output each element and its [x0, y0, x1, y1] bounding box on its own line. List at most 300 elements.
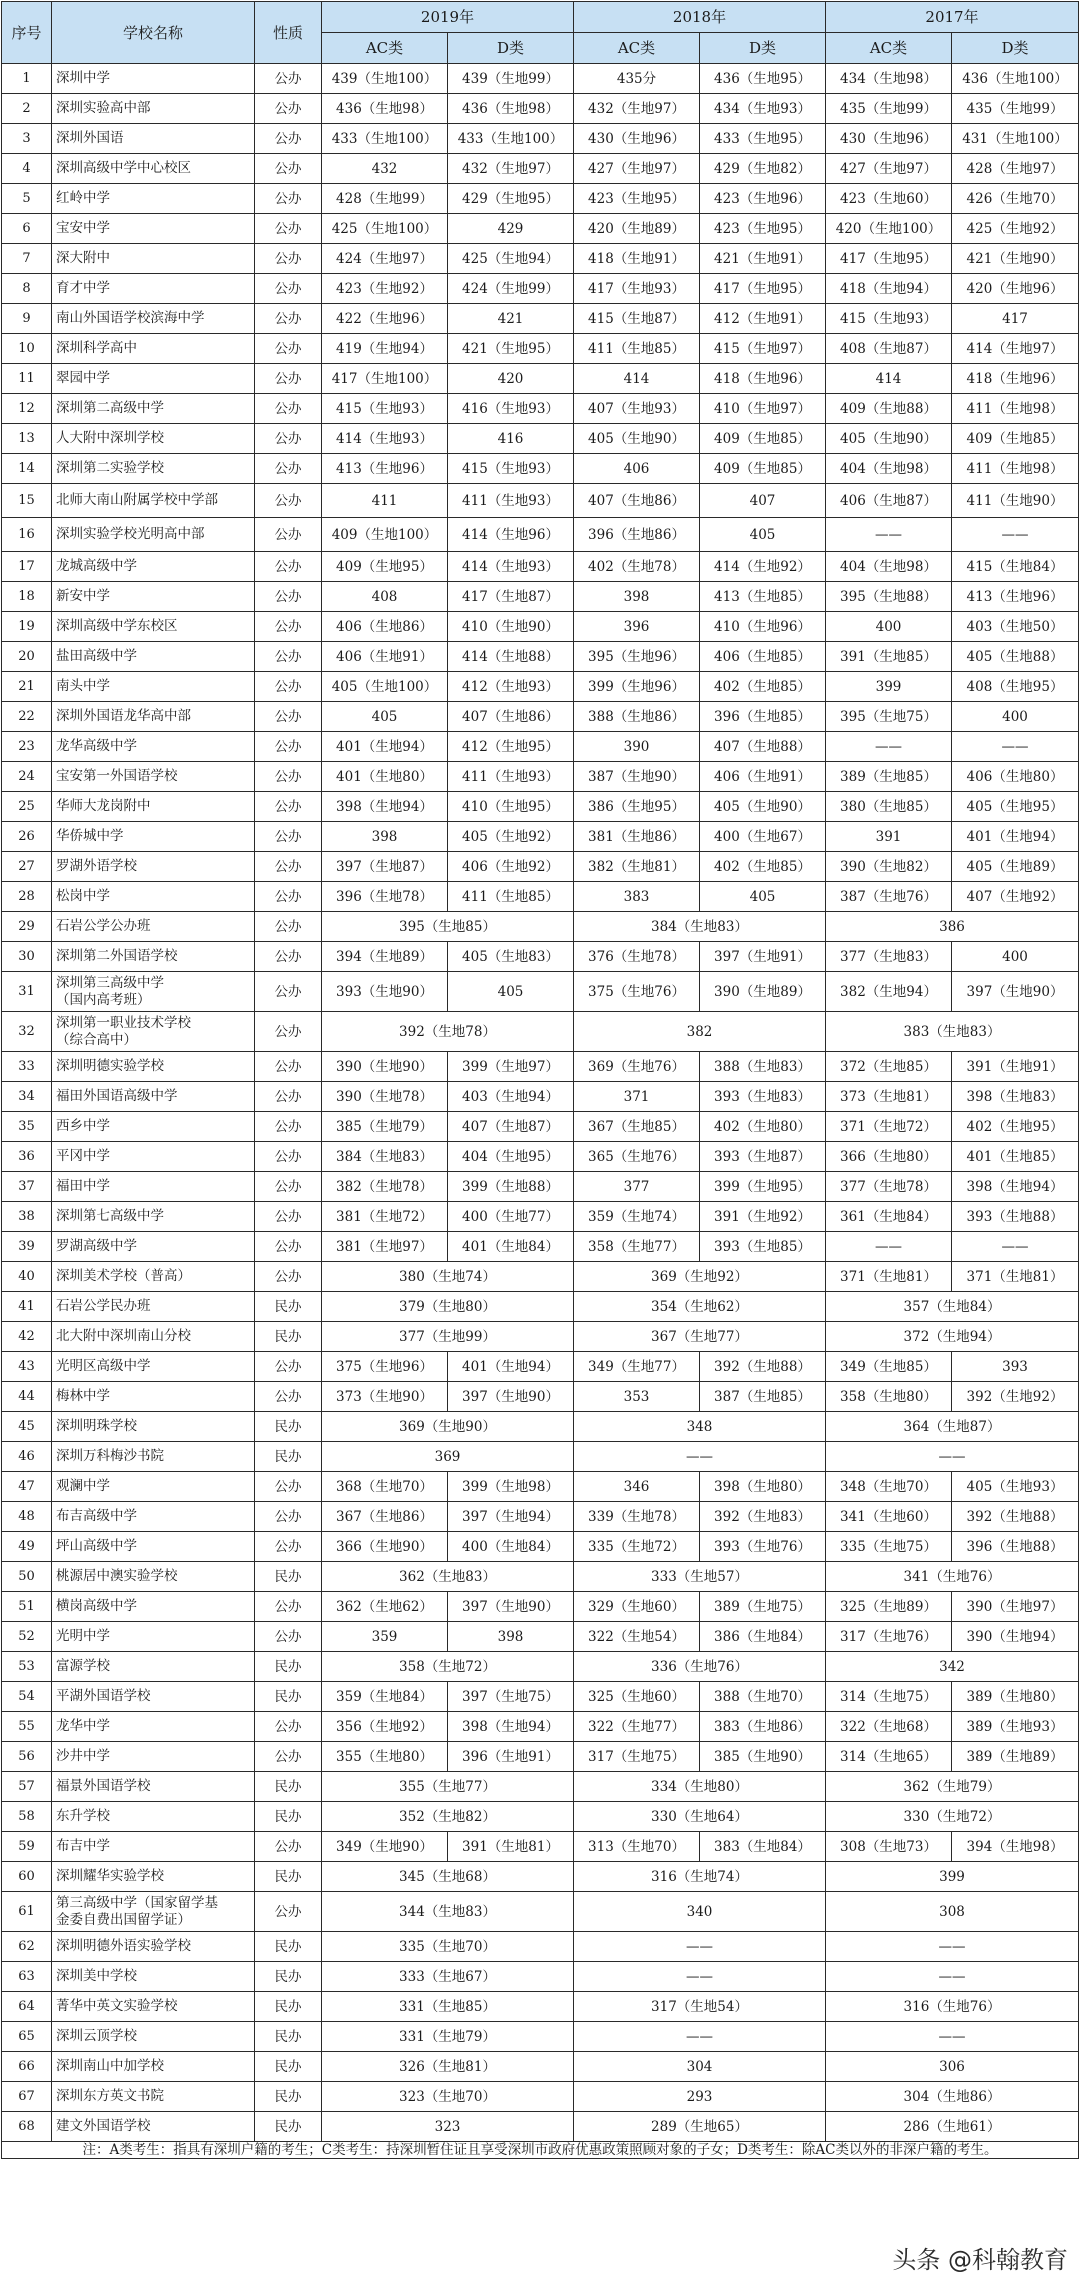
header-ac-2018: AC类	[574, 33, 700, 64]
score-cell: 430（生地96）	[826, 124, 952, 154]
score-cell: 420（生地100）	[826, 214, 952, 244]
score-cell: 359（生地74）	[574, 1202, 700, 1232]
score-cell: 397（生地90）	[448, 1382, 574, 1412]
score-cell: 390	[574, 732, 700, 762]
school-name	[52, 1802, 255, 1832]
score-cell: ——	[826, 1442, 1079, 1472]
school-name	[52, 792, 255, 822]
score-cell: 358（生地80）	[826, 1382, 952, 1412]
school-type: 公办	[255, 1052, 322, 1082]
score-cell: 372（生地94）	[826, 1322, 1079, 1352]
score-cell: 427（生地97）	[826, 154, 952, 184]
score-cell: 352（生地82）	[322, 1802, 574, 1832]
score-cell: 377（生地99）	[322, 1322, 574, 1352]
school-name-line: 龙华中学	[56, 1718, 110, 1734]
score-cell: 388（生地86）	[574, 702, 700, 732]
score-cell: 433（生地100）	[448, 124, 574, 154]
score-cell: 397（生地87）	[322, 852, 448, 882]
table-row	[2, 1562, 1079, 1592]
score-cell: 382（生地81）	[574, 852, 700, 882]
footnote: 注：A类考生：指具有深圳户籍的考生；C类考生：持深圳暂住证且享受深圳市政府优惠政策照顾对象的子女；D类考生：除AC类以外的非深户籍的考生。	[2, 2142, 1079, 2159]
score-cell: 400	[952, 942, 1079, 972]
row-index: 43	[2, 1352, 52, 1382]
school-type: 公办	[255, 852, 322, 882]
score-cell: 405	[700, 882, 826, 912]
score-cell: 409（生地95）	[322, 552, 448, 582]
score-cell: 372（生地85）	[826, 1052, 952, 1082]
school-name-line: 观澜中学	[56, 1478, 110, 1494]
school-type: 民办	[255, 1442, 322, 1472]
score-cell: 409（生地85）	[952, 424, 1079, 454]
score-cell: 439（生地99）	[448, 64, 574, 94]
school-name-line: 深圳实验高中部	[56, 100, 151, 116]
school-name-line: 深圳科学高中	[56, 340, 137, 356]
score-cell: 396（生地86）	[574, 518, 700, 552]
school-name	[52, 1652, 255, 1682]
score-cell: 386	[826, 912, 1079, 942]
score-cell: 414	[574, 364, 700, 394]
table-row	[2, 2052, 1079, 2082]
row-index: 59	[2, 1832, 52, 1862]
row-index: 46	[2, 1442, 52, 1472]
score-cell: 436（生地100）	[952, 64, 1079, 94]
score-cell: 341（生地76）	[826, 1562, 1079, 1592]
row-index: 66	[2, 2052, 52, 2082]
score-cell: 436（生地95）	[700, 64, 826, 94]
school-type: 公办	[255, 942, 322, 972]
score-cell: 406（生地86）	[322, 612, 448, 642]
school-name-line: 横岗高级中学	[56, 1598, 137, 1614]
school-name	[52, 1742, 255, 1772]
score-cell: 368（生地70）	[322, 1472, 448, 1502]
table-row	[2, 612, 1079, 642]
score-cell: 412（生地95）	[448, 732, 574, 762]
score-cell: 398（生地94）	[322, 792, 448, 822]
score-cell: 369（生地90）	[322, 1412, 574, 1442]
score-cell: 377（生地83）	[826, 942, 952, 972]
score-cell: 417	[952, 304, 1079, 334]
school-name	[52, 394, 255, 424]
score-cell: 314（生地75）	[826, 1682, 952, 1712]
score-cell: 390（生地82）	[826, 852, 952, 882]
school-name	[52, 2082, 255, 2112]
school-name	[52, 94, 255, 124]
table-row	[2, 1962, 1079, 1992]
score-cell: 405（生地90）	[826, 424, 952, 454]
school-name-line: 深圳高级中学东校区	[56, 618, 178, 634]
header-year-2019: 2019年	[322, 2, 574, 33]
score-cell: 409（生地85）	[700, 424, 826, 454]
school-type: 民办	[255, 2022, 322, 2052]
school-type: 公办	[255, 732, 322, 762]
school-type: 公办	[255, 1232, 322, 1262]
score-cell: 434（生地93）	[700, 94, 826, 124]
score-cell: 367（生地86）	[322, 1502, 448, 1532]
table-row	[2, 882, 1079, 912]
row-index: 32	[2, 1012, 52, 1052]
school-name	[52, 1832, 255, 1862]
school-name	[52, 184, 255, 214]
row-index: 10	[2, 334, 52, 364]
school-name-line: 沙井中学	[56, 1748, 110, 1764]
score-cell: 390（生地97）	[952, 1592, 1079, 1622]
score-cell: 415（生地93）	[322, 394, 448, 424]
score-cell: 401（生地94）	[952, 822, 1079, 852]
row-index: 29	[2, 912, 52, 942]
school-name-line: 华师大龙岗附中	[56, 798, 151, 814]
score-cell: 391（生地92）	[700, 1202, 826, 1232]
score-cell: 323（生地70）	[322, 2082, 574, 2112]
row-index: 17	[2, 552, 52, 582]
school-type: 公办	[255, 1502, 322, 1532]
school-name	[52, 612, 255, 642]
score-cell: 421（生地91）	[700, 244, 826, 274]
school-name	[52, 364, 255, 394]
score-cell: 354（生地62）	[574, 1292, 826, 1322]
score-cell: 414（生地96）	[448, 518, 574, 552]
row-index: 65	[2, 2022, 52, 2052]
school-name-line: 光明中学	[56, 1628, 110, 1644]
score-cell: 406（生地91）	[322, 642, 448, 672]
score-cell: 397（生地75）	[448, 1682, 574, 1712]
school-type: 民办	[255, 1292, 322, 1322]
row-index: 27	[2, 852, 52, 882]
score-cell: 401（生地80）	[322, 762, 448, 792]
table-row	[2, 1712, 1079, 1742]
score-cell: 317（生地76）	[826, 1622, 952, 1652]
row-index: 4	[2, 154, 52, 184]
school-name-line: 石岩公学公办班	[56, 918, 151, 934]
school-type: 民办	[255, 1932, 322, 1962]
school-name-line: 深圳第三高级中学	[56, 974, 164, 991]
school-name	[52, 1142, 255, 1172]
school-type: 民办	[255, 1412, 322, 1442]
school-type: 公办	[255, 214, 322, 244]
table-row	[2, 852, 1079, 882]
score-cell: 361（生地84）	[826, 1202, 952, 1232]
score-cell: 405	[322, 702, 448, 732]
score-cell: 400	[826, 612, 952, 642]
score-cell: 429（生地82）	[700, 154, 826, 184]
school-name	[52, 1412, 255, 1442]
score-cell: 393（生地83）	[700, 1082, 826, 1112]
school-type: 公办	[255, 702, 322, 732]
school-type: 公办	[255, 244, 322, 274]
school-name-line: 桃源居中澳实验学校	[56, 1568, 178, 1584]
score-cell: 304（生地86）	[826, 2082, 1079, 2112]
score-cell: 392（生地88）	[700, 1352, 826, 1382]
table-row	[2, 822, 1079, 852]
score-cell: 369（生地76）	[574, 1052, 700, 1082]
score-cell: 420（生地89）	[574, 214, 700, 244]
school-type: 公办	[255, 912, 322, 942]
score-cell: 422（生地96）	[322, 304, 448, 334]
school-name-line: 深圳美中学校	[56, 1968, 137, 1984]
school-type: 公办	[255, 334, 322, 364]
school-name	[52, 1172, 255, 1202]
header-school: 学校名称	[52, 2, 255, 64]
school-name-line: 育才中学	[56, 280, 110, 296]
score-cell: 322（生地54）	[574, 1622, 700, 1652]
school-name	[52, 1232, 255, 1262]
school-name	[52, 334, 255, 364]
school-name-line: 福田外国语高级中学	[56, 1088, 178, 1104]
score-cell: 391（生地81）	[448, 1832, 574, 1862]
table-row	[2, 1202, 1079, 1232]
score-cell: 436（生地98）	[322, 94, 448, 124]
school-type: 民办	[255, 2052, 322, 2082]
score-cell: 416（生地93）	[448, 394, 574, 424]
score-cell: 395（生地96）	[574, 642, 700, 672]
score-cell: 418（生地96）	[700, 364, 826, 394]
school-name-line: 梅林中学	[56, 1388, 110, 1404]
row-index: 2	[2, 94, 52, 124]
school-name-line: 平湖外国语学校	[56, 1688, 151, 1704]
score-cell: 367（生地85）	[574, 1112, 700, 1142]
table-row	[2, 1262, 1079, 1292]
school-name-line: 西乡中学	[56, 1118, 110, 1134]
score-cell: 399（生地96）	[574, 672, 700, 702]
row-index: 52	[2, 1622, 52, 1652]
row-index: 36	[2, 1142, 52, 1172]
school-name-line: 新安中学	[56, 588, 110, 604]
school-name-line: 深圳东方英文书院	[56, 2088, 164, 2104]
row-index: 48	[2, 1502, 52, 1532]
score-cell: 381（生地86）	[574, 822, 700, 852]
score-cell: 317（生地75）	[574, 1742, 700, 1772]
score-cell: 435分	[574, 64, 700, 94]
school-name-line: 深圳万科梅沙书院	[56, 1448, 164, 1464]
school-name	[52, 912, 255, 942]
school-type: 公办	[255, 1892, 322, 1932]
table-row	[2, 304, 1079, 334]
score-cell: 413（生地96）	[952, 582, 1079, 612]
school-name-line: 北师大南山附属学校中学部	[56, 492, 218, 508]
school-name-line: 坪山高级中学	[56, 1538, 137, 1554]
school-name-line: 东升学校	[56, 1808, 110, 1824]
school-name-line: 罗湖外语学校	[56, 858, 137, 874]
score-cell: 399（生地97）	[448, 1052, 574, 1082]
score-cell: 384（生地83）	[322, 1142, 448, 1172]
school-name	[52, 1622, 255, 1652]
table-body	[2, 64, 1079, 2142]
school-name-line: 深圳明德外语实验学校	[56, 1938, 191, 1954]
score-cell: 399（生地88）	[448, 1172, 574, 1202]
school-name-line: 深圳外国语龙华高中部	[56, 708, 191, 724]
table-row	[2, 582, 1079, 612]
row-index: 6	[2, 214, 52, 244]
score-cell: 385（生地90）	[700, 1742, 826, 1772]
score-cell: 414（生地92）	[700, 552, 826, 582]
score-cell: 367（生地77）	[574, 1322, 826, 1352]
score-cell: 399	[826, 1862, 1079, 1892]
score-cell: 405（生地93）	[952, 1472, 1079, 1502]
score-cell: 393（生地85）	[700, 1232, 826, 1262]
row-index: 64	[2, 1992, 52, 2022]
score-cell: 399（生地95）	[700, 1172, 826, 1202]
score-cell: 383	[574, 882, 700, 912]
score-cell: 429（生地95）	[448, 184, 574, 214]
score-cell: 407（生地93）	[574, 394, 700, 424]
score-cell: 405	[448, 972, 574, 1012]
table-row	[2, 1932, 1079, 1962]
score-cell: 411（生地85）	[574, 334, 700, 364]
school-type: 公办	[255, 1202, 322, 1232]
score-cell: 398（生地94）	[448, 1712, 574, 1742]
score-cell: 393（生地88）	[952, 1202, 1079, 1232]
table-row	[2, 762, 1079, 792]
score-cell: 423（生地96）	[700, 184, 826, 214]
score-cell: 408	[322, 582, 448, 612]
row-index: 62	[2, 1932, 52, 1962]
score-cell: 407（生地88）	[700, 732, 826, 762]
score-cell: 411	[322, 484, 448, 518]
header-type: 性质	[255, 2, 322, 64]
score-cell: 418（生地94）	[826, 274, 952, 304]
table-row	[2, 1502, 1079, 1532]
table-row	[2, 1352, 1079, 1382]
school-type: 公办	[255, 1532, 322, 1562]
score-cell: 345（生地68）	[322, 1862, 574, 1892]
score-cell: 411（生地98）	[952, 394, 1079, 424]
score-cell: 393	[952, 1352, 1079, 1382]
score-cell: 349（生地90）	[322, 1832, 448, 1862]
score-cell: 413（生地85）	[700, 582, 826, 612]
score-cell: 406（生地85）	[700, 642, 826, 672]
score-cell: 317（生地54）	[574, 1992, 826, 2022]
school-name	[52, 1442, 255, 1472]
school-name	[52, 1962, 255, 1992]
score-cell: 393（生地76）	[700, 1532, 826, 1562]
score-cell: 400（生地84）	[448, 1532, 574, 1562]
score-cell: 371（生地81）	[826, 1262, 952, 1292]
school-name-line: 人大附中深圳学校	[56, 430, 164, 446]
score-cell: 392（生地88）	[952, 1502, 1079, 1532]
row-index: 22	[2, 702, 52, 732]
table-row	[2, 972, 1079, 1012]
school-name-line: 深圳第一职业技术学校	[56, 1014, 191, 1031]
school-name-line: 罗湖高级中学	[56, 1238, 137, 1254]
school-name-line: 深圳明珠学校	[56, 1418, 137, 1434]
table-row	[2, 1832, 1079, 1862]
row-index: 58	[2, 1802, 52, 1832]
score-cell: 410（生地96）	[700, 612, 826, 642]
score-cell: 373（生地81）	[826, 1082, 952, 1112]
school-type: 公办	[255, 1832, 322, 1862]
school-type: 民办	[255, 1992, 322, 2022]
score-cell: 398	[448, 1622, 574, 1652]
score-cell: ——	[574, 1442, 826, 1472]
score-cell: 410（生地90）	[448, 612, 574, 642]
score-cell: 393（生地90）	[322, 972, 448, 1012]
score-cell: 405（生地88）	[952, 642, 1079, 672]
school-type: 公办	[255, 1262, 322, 1292]
row-index: 14	[2, 454, 52, 484]
table-row	[2, 1772, 1079, 1802]
school-name-line: 龙城高级中学	[56, 558, 137, 574]
table-row	[2, 552, 1079, 582]
score-cell: 349（生地77）	[574, 1352, 700, 1382]
score-cell: 390（生地90）	[322, 1052, 448, 1082]
school-name-line: 平冈中学	[56, 1148, 110, 1164]
score-cell: 336（生地76）	[574, 1652, 826, 1682]
score-cell: 401（生地94）	[448, 1352, 574, 1382]
school-type: 公办	[255, 1012, 322, 1052]
school-name-line: 金委自费出国留学证）	[56, 1911, 191, 1928]
school-name	[52, 882, 255, 912]
school-name-line: 深圳高级中学中心校区	[56, 160, 191, 176]
score-cell: 423（生地95）	[700, 214, 826, 244]
row-index: 63	[2, 1962, 52, 1992]
score-cell: 406（生地87）	[826, 484, 952, 518]
score-cell: 403（生地94）	[448, 1082, 574, 1112]
school-name	[52, 732, 255, 762]
score-cell: 419（生地94）	[322, 334, 448, 364]
score-cell: ——	[952, 518, 1079, 552]
score-cell: 387（生地76）	[826, 882, 952, 912]
score-cell: 405（生地90）	[574, 424, 700, 454]
school-name	[52, 274, 255, 304]
score-cell: 413（生地96）	[322, 454, 448, 484]
school-name-line: 建文外国语学校	[56, 2118, 151, 2134]
score-cell: 316（生地74）	[574, 1862, 826, 1892]
score-cell: 286（生地61）	[826, 2112, 1079, 2142]
score-cell: 329（生地60）	[574, 1592, 700, 1622]
score-cell: 383（生地84）	[700, 1832, 826, 1862]
score-cell: 364（生地87）	[826, 1412, 1079, 1442]
school-type: 公办	[255, 552, 322, 582]
score-cell: 342	[826, 1652, 1079, 1682]
table-row	[2, 1652, 1079, 1682]
row-index: 13	[2, 424, 52, 454]
row-index: 24	[2, 762, 52, 792]
score-cell: 405（生地89）	[952, 852, 1079, 882]
school-type: 公办	[255, 1142, 322, 1172]
score-cell: 339（生地78）	[574, 1502, 700, 1532]
table-row	[2, 334, 1079, 364]
school-name	[52, 154, 255, 184]
school-name	[52, 2022, 255, 2052]
score-cell: 335（生地75）	[826, 1532, 952, 1562]
score-cell: 424（生地99）	[448, 274, 574, 304]
school-name-line: 深圳美术学校（普高）	[56, 1268, 191, 1284]
row-index: 21	[2, 672, 52, 702]
score-cell: 411（生地93）	[448, 762, 574, 792]
row-index: 23	[2, 732, 52, 762]
score-cell: 433（生地100）	[322, 124, 448, 154]
score-cell: 397（生地91）	[700, 942, 826, 972]
school-type: 公办	[255, 1712, 322, 1742]
school-type: 公办	[255, 642, 322, 672]
score-cell: 410（生地95）	[448, 792, 574, 822]
table-row	[2, 1532, 1079, 1562]
header-d-2017: D类	[952, 33, 1079, 64]
table-row	[2, 1682, 1079, 1712]
school-name	[52, 852, 255, 882]
score-cell: 405（生地100）	[322, 672, 448, 702]
score-cell: 389（生地93）	[952, 1712, 1079, 1742]
school-name-line: 深圳第二外国语学校	[56, 948, 178, 964]
school-name-line: 深圳南山中加学校	[56, 2058, 164, 2074]
score-cell: 411（生地93）	[448, 484, 574, 518]
score-cell: 348（生地70）	[826, 1472, 952, 1502]
score-cell: 403（生地50）	[952, 612, 1079, 642]
table-row	[2, 1592, 1079, 1622]
score-cell: 344（生地83）	[322, 1892, 574, 1932]
score-cell: 389（生地75）	[700, 1592, 826, 1622]
score-cell: 402（生地78）	[574, 552, 700, 582]
header-d-2019: D类	[448, 33, 574, 64]
